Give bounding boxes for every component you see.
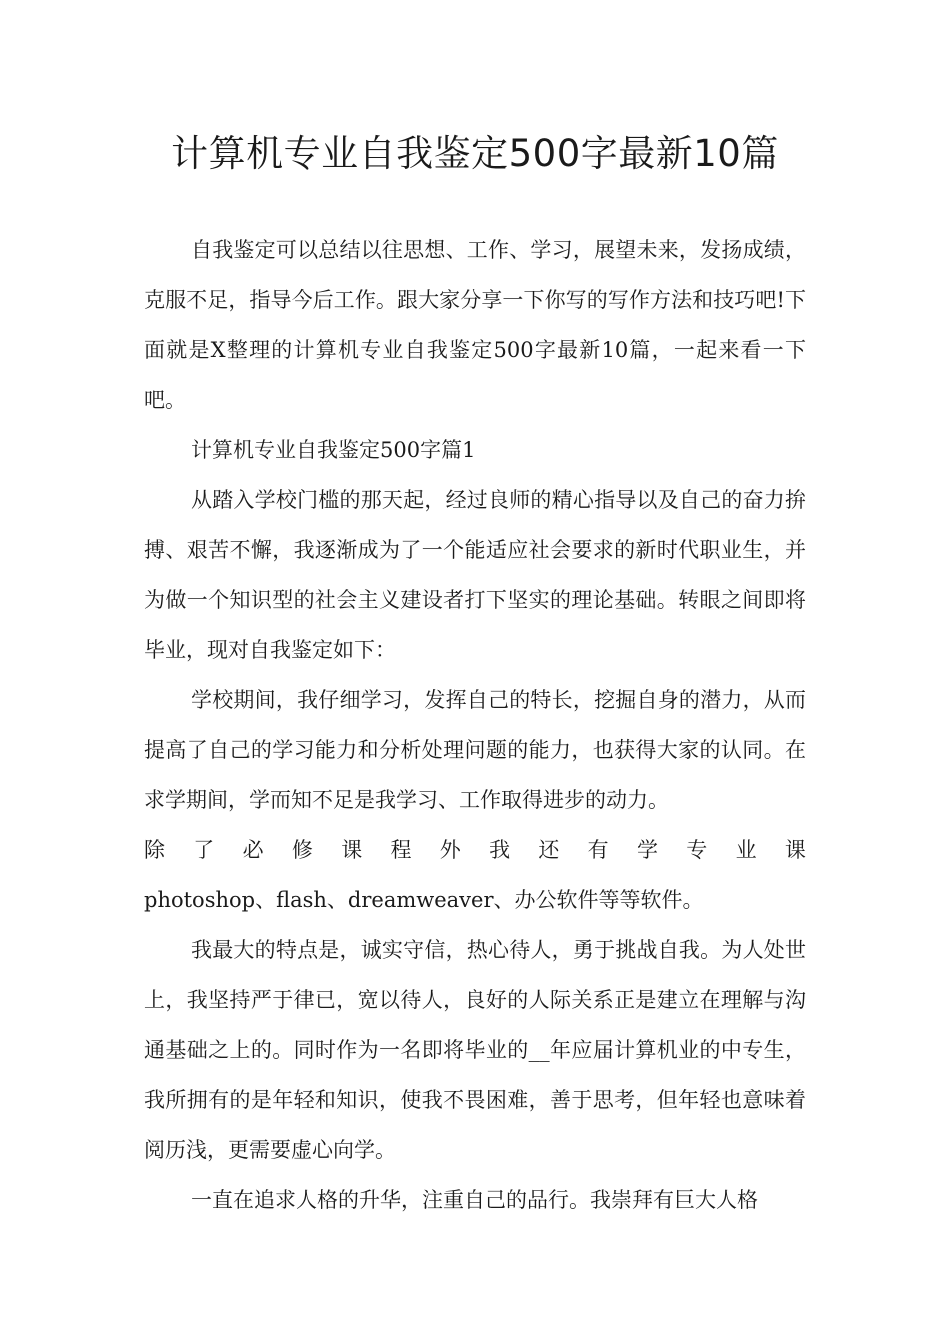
body-paragraph: 学校期间，我仔细学习，发挥自己的特长，挖掘自身的潜力，从而提高了自己的学习能力和分析处理问题的能力，也获得大家的认同。在求学期间，学而知不足是我学习、工作取得进步的动力。	[144, 688, 806, 812]
justified-char: 课	[341, 838, 363, 862]
justified-char: 程	[390, 838, 412, 862]
justified-char: 专	[686, 838, 708, 862]
justified-char: 业	[735, 838, 757, 862]
body-paragraph: 从踏入学校门槛的那天起，经过良师的精心指导以及自己的奋力拚搏、艰苦不懈，我逐渐成为了一个能适应社会要求的新时代职业生，并为做一个知识型的社会主义建设者打下坚实的理论基础。转眼之间即将毕业，现对自我鉴定如下：	[144, 488, 806, 662]
software-list-line: photoshop、flash、dreamweaver、办公软件等等软件。	[144, 888, 704, 912]
justified-char: 我	[489, 838, 511, 862]
justified-char: 学	[636, 838, 658, 862]
body-paragraph: 一直在追求人格的升华，注重自己的品行。我崇拜有巨大人格	[191, 1188, 758, 1212]
justified-char: 有	[587, 838, 609, 862]
justified-char: 必	[242, 838, 264, 862]
body-paragraph: 我最大的特点是，诚实守信，热心待人，勇于挑战自我。为人处世上，我坚持严于律已，宽以待人，良好的人际关系正是建立在理解与沟通基础之上的。同时作为一名即将毕业的__年应届计算机业的中专生，我所拥有的是年轻和知识，使我不畏困难，善于思考，但年轻也意味着阅历浅，更需要虚心向学。	[144, 938, 806, 1162]
justified-char: 还	[538, 838, 560, 862]
section-heading: 计算机专业自我鉴定500字篇1	[191, 438, 476, 462]
justified-char: 课	[784, 838, 806, 862]
intro-paragraph: 自我鉴定可以总结以往思想、工作、学习，展望未来，发扬成绩，克服不足，指导今后工作。跟大家分享一下你写的写作方法和技巧吧!下面就是X整理的计算机专业自我鉴定500字最新10篇，一起来看一下吧。	[144, 238, 806, 412]
document-body	[144, 225, 806, 1225]
justified-char: 了	[193, 838, 215, 862]
justified-char: 修	[291, 838, 313, 862]
justified-char: 除	[144, 838, 165, 862]
document-title: 计算机专业自我鉴定500字最新10篇	[171, 132, 779, 175]
justified-line	[144, 825, 806, 875]
justified-char: 外	[439, 838, 461, 862]
